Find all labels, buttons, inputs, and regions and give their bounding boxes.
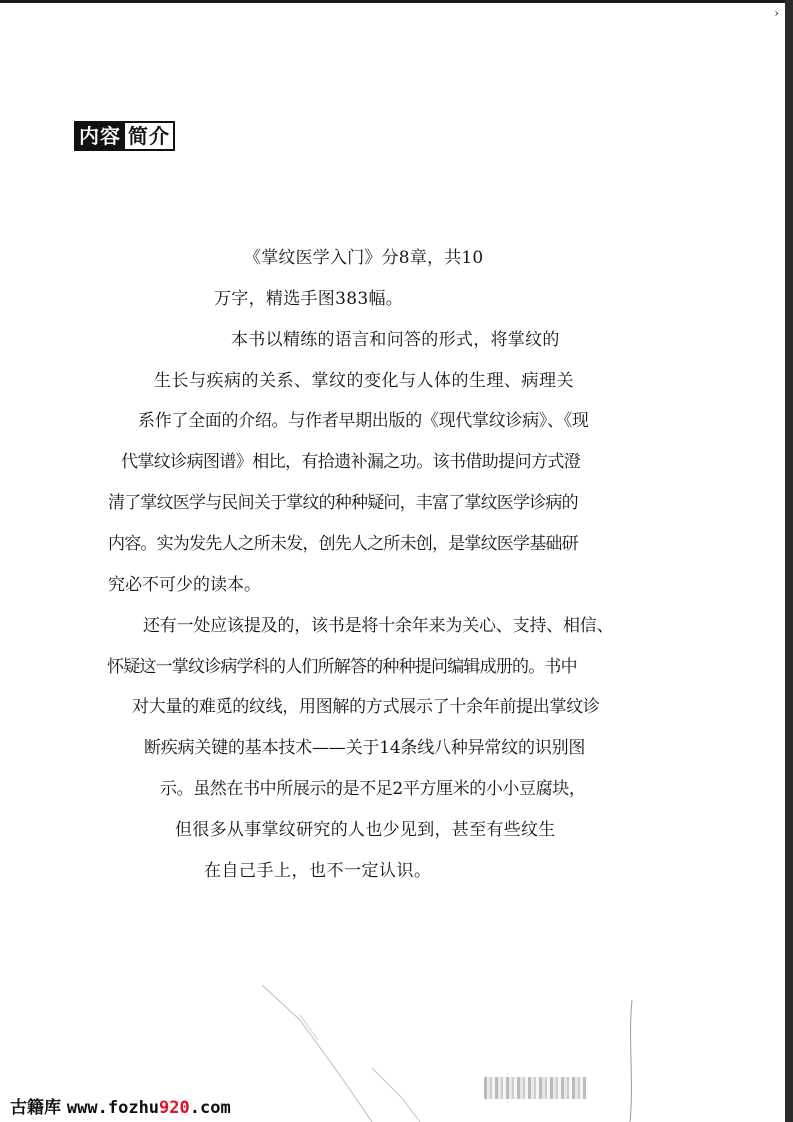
text-line: 系作了全面的介绍。与作者早期出版的《现代掌纹诊病》、《现 xyxy=(138,411,589,431)
text-line: 生长与疾病的关系、掌纹的变化与人体的生理、病理关 xyxy=(154,371,574,391)
text-line: 怀疑这一掌纹诊病学科的人们所解答的种种提问编辑成册的。书中 xyxy=(107,657,577,677)
scan-smudge xyxy=(484,1077,586,1099)
watermark-url xyxy=(67,1098,231,1118)
text-line: 代掌纹诊病图谱》相比，有拾遗补漏之功。该书借助提问方式澄 xyxy=(121,452,581,472)
text-line: 《掌纹医学入门》分8章，共10 xyxy=(244,248,484,268)
watermark-url-prefix: www.fozhu xyxy=(66,1098,160,1118)
corner-mark: › xyxy=(774,6,779,20)
watermark-url-suffix: .com xyxy=(189,1098,231,1118)
heading-dark-part: 内容 xyxy=(74,121,125,151)
heading-light-part: 简介 xyxy=(125,121,175,151)
text-line: 万字，精选手图383幅。 xyxy=(214,289,404,309)
text-line: 对大量的难觅的纹线，用图解的方式展示了十余年前提出掌纹诊 xyxy=(132,697,600,717)
text-line: 内容。实为发先人之所未发，创先人之所未创，是掌纹医学基础研 xyxy=(108,534,578,554)
text-line: 还有一处应该提及的，该书是将十余年来为关心、支持、相信、 xyxy=(143,616,614,636)
text-line: 示。虽然在书中所展示的是不足2平方厘米的小小豆腐块， xyxy=(160,779,586,799)
text-line: 究必不可少的读本。 xyxy=(108,575,261,595)
watermark-url-number: 920 xyxy=(159,1098,190,1118)
watermark-site-name: 古籍库 xyxy=(10,1098,61,1118)
text-line: 本书以精练的语言和问答的形式，将掌纹的 xyxy=(231,330,560,350)
text-line: 在自己手上，也不一定认识。 xyxy=(204,861,432,881)
text-line: 断疾病关键的基本技术——关于14条线八种异常纹的识别图 xyxy=(144,738,586,758)
watermark-footer xyxy=(10,1093,231,1118)
text-line: 但很多从事掌纹研究的人也少见到，甚至有些纹生 xyxy=(175,820,556,840)
text-line: 清了掌纹医学与民间关于掌纹的种种疑问，丰富了掌纹医学诊病的 xyxy=(108,493,578,513)
